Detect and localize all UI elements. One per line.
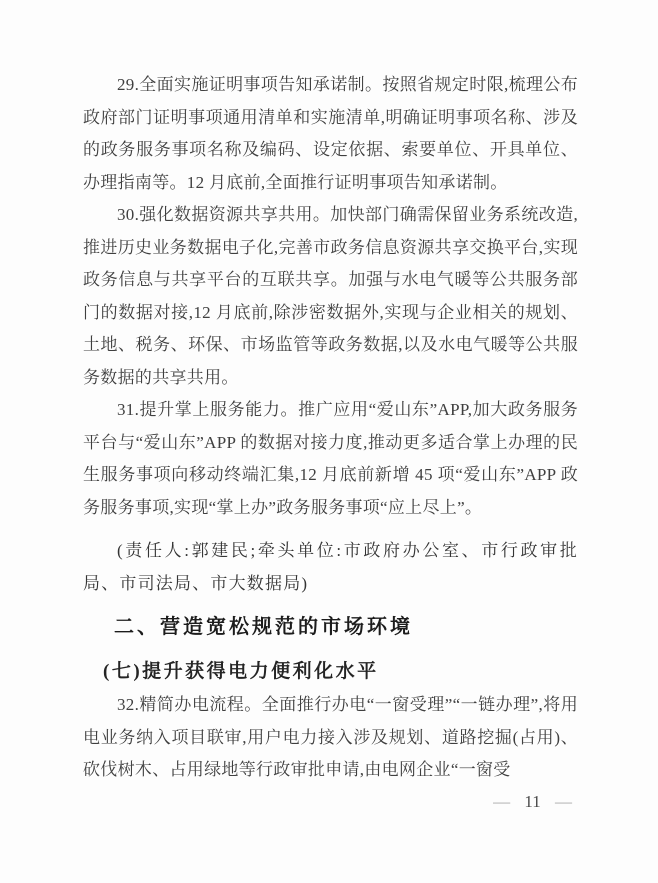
paragraph-30-data-sharing: 30.强化数据资源共享共用。加快部门确需保留业务系统改造,推进历史业务数据电子化,完善市政务信息资源共享交换平台,实现政务信息与共享平台的互联共享。加强与水电气暖等公共服务部门的数据对接,12 月底前,除涉密数据外,实现与企业相关的规划、土地、税务、环保、市场监管等政务数据,以及水电气暖等公共服务数据的共享共用。 — [83, 205, 578, 387]
subsection-heading-electricity-access: (七)提升获得电力便利化水平 — [103, 661, 379, 682]
paragraph-32-electricity-process: 32.精简办电流程。全面推行办电“一窗受理”“一链办理”,将用电业务纳入项目联审,用户电力接入涉及规划、道路挖掘(占用)、砍伐树木、占用绿地等行政审批申请,由电网企业“一窗受 — [83, 695, 578, 779]
page-number-dash-left: — — [493, 792, 511, 811]
page-number-dash-right: — — [555, 792, 572, 811]
responsibility-note: (责任人:郭建民;牵头单位:市政府办公室、市行政审批局、市司法局、市大数据局) — [83, 541, 578, 593]
page-number — [493, 793, 572, 810]
paragraph-29-certification-commitment: 29.全面实施证明事项告知承诺制。按照省规定时限,梳理公布政府部门证明事项通用清单和实施清单,明确证明事项名称、涉及的政务服务事项名称及编码、设定依据、索要单位、开具单位、办理指南等。12 月底前,全面推行证明事项告知承诺制。 — [83, 75, 578, 192]
section-heading-market-environment: 二、营造宽松规范的市场环境 — [114, 616, 413, 638]
paragraph-31-mobile-services: 31.提升掌上服务能力。推广应用“爱山东”APP,加大政务服务平台与“爱山东”APP 的数据对接力度,推动更多适合掌上办理的民生服务事项向移动终端汇集,12 月底前新增 45 项“爱山东”APP 政务服务事项,实现“掌上办”政务服务事项“应上尽上”。 — [83, 400, 578, 517]
page-number-value: 11 — [524, 792, 541, 811]
